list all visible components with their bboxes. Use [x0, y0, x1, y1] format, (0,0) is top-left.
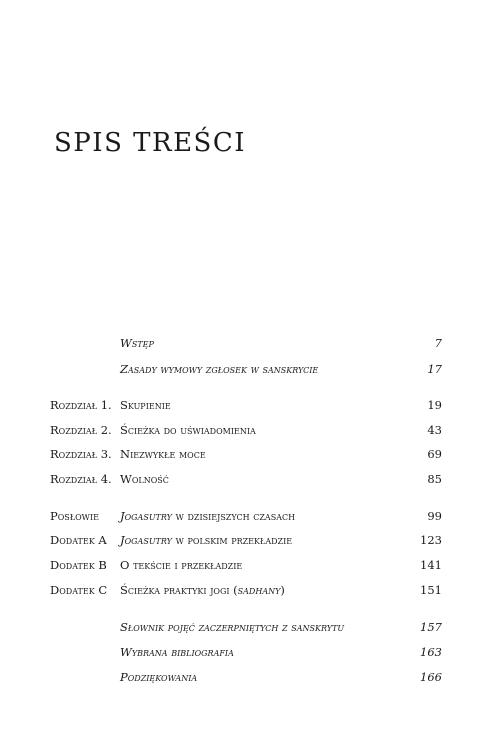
toc-entry-title: Wstęp [120, 336, 154, 350]
toc-entry-page: 166 [420, 670, 442, 684]
toc-entry-title-rest: Ścieżka praktyki jogi ( [120, 583, 238, 597]
toc-entry-page: 43 [427, 423, 442, 437]
toc-entry-page: 123 [420, 533, 442, 547]
toc-entry-title-italic: sadhany [237, 583, 281, 597]
toc-entry-title-rest: w dzisiejszych czasach [171, 509, 296, 523]
toc-entry-title: Ścieżka do uświadomienia [120, 423, 256, 437]
toc-entry-title [120, 508, 295, 524]
toc-entry [0, 397, 496, 413]
toc-entry [0, 582, 496, 598]
toc-entry-title: Słownik pojęć zaczerpniętych z sanskrytu [120, 620, 345, 634]
toc-entry-page: 19 [427, 398, 442, 412]
toc-entry [0, 422, 496, 438]
toc-entry-page: 141 [420, 558, 442, 572]
toc-entry [0, 557, 496, 573]
toc-entry-title-italic: Jogasutry [120, 509, 172, 523]
toc-entry-title [120, 532, 292, 548]
toc-entry [0, 471, 496, 487]
toc-entry-page: 85 [427, 472, 442, 486]
toc-entry-title-rest: w polskim przekładzie [171, 533, 293, 547]
toc-entry-title: Ścieżka praktyki jogi (sadhany) [120, 583, 285, 597]
toc-entry [0, 669, 496, 685]
toc-entry-label: Rozdział 4. [50, 472, 112, 486]
toc-entry-label: Rozdział 3. [50, 447, 112, 461]
toc-entry-page: 99 [427, 509, 442, 523]
toc-entry [0, 644, 496, 660]
toc-entry-label: Dodatek A [50, 533, 107, 547]
toc-entry-page: 17 [427, 362, 442, 376]
toc-entry-title: Wybrana bibliografia [120, 645, 234, 659]
toc-entry [0, 508, 496, 524]
toc-entry-title: O tekście i przekładzie [120, 558, 243, 572]
toc-entry [0, 361, 496, 377]
toc-entry-title-italic: Jogasutry [120, 533, 172, 547]
toc-entry-label: Posłowie [50, 509, 99, 523]
toc-entry [0, 532, 496, 548]
toc-entry-label: Rozdział 2. [50, 423, 112, 437]
toc-entry-label: Rozdział 1. [50, 398, 112, 412]
toc-entry-label: Dodatek B [50, 558, 107, 572]
page-title: SPIS TREŚCI [54, 128, 247, 158]
toc-entry-page: 151 [420, 583, 442, 597]
toc-entry-title: Skupienie [120, 398, 171, 412]
toc-entry-title: Zasady wymowy zgłosek w sanskrycie [120, 362, 319, 376]
toc-entry-page: 69 [427, 447, 442, 461]
toc-entry-page: 157 [420, 620, 442, 634]
toc-entry-page: 163 [420, 645, 442, 659]
toc-entry [0, 335, 496, 351]
toc-entry-label: Dodatek C [50, 583, 108, 597]
toc-entry-title: Niezwykłe moce [120, 447, 206, 461]
toc-entry-title: Wolność [120, 472, 169, 486]
toc-entry [0, 446, 496, 462]
toc-entry-title: Podziękowania [120, 670, 198, 684]
toc-entry-page: 7 [434, 336, 442, 350]
toc-entry [0, 619, 496, 635]
